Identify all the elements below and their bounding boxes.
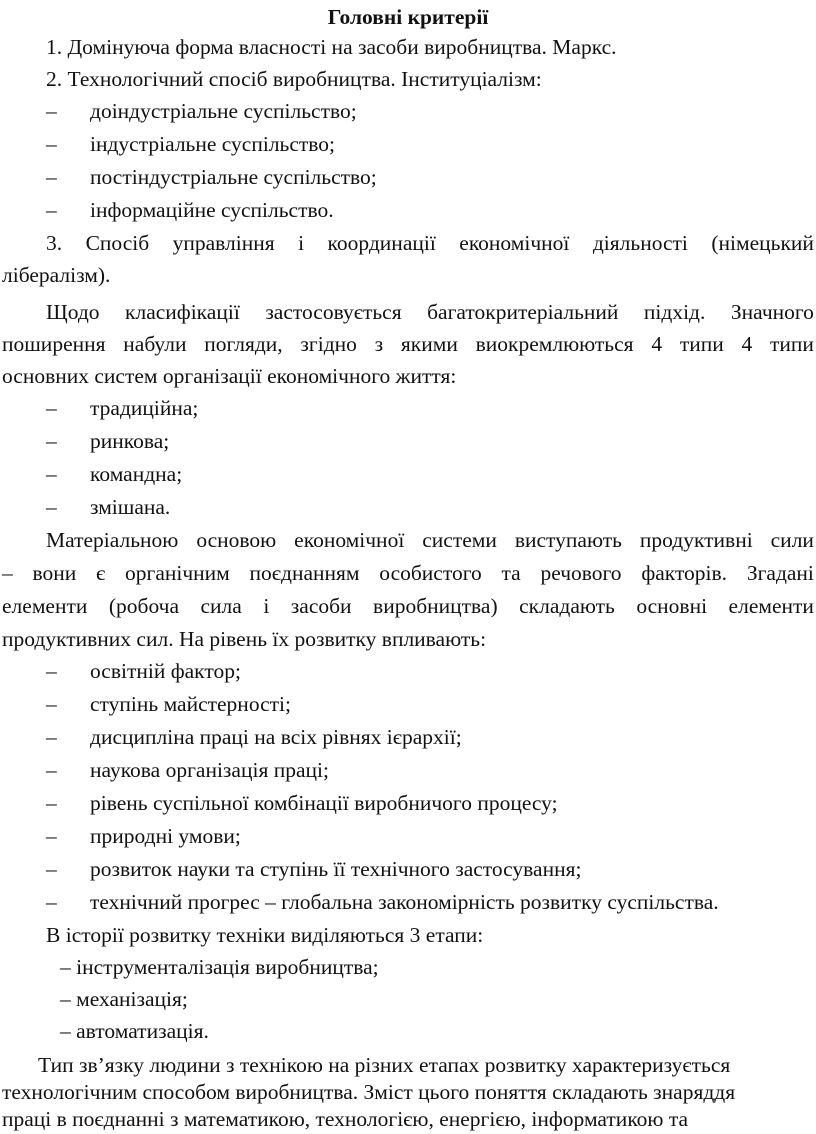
list-item-text: рівень суспільної комбінації виробничого процесу;	[90, 791, 558, 815]
list-dash: –	[46, 165, 57, 189]
list-item-text: інформаційне суспільство.	[90, 198, 334, 222]
list-dash: –	[46, 725, 57, 749]
word: –	[2, 561, 13, 585]
word: речового	[540, 561, 622, 585]
word: є	[96, 561, 106, 585]
list-item	[0, 755, 816, 785]
list-dash: –	[46, 132, 57, 156]
list-item	[0, 821, 816, 851]
word: та	[501, 561, 521, 585]
list-item	[0, 96, 816, 126]
stage-item: – автоматизація.	[60, 1019, 209, 1043]
list-item-text: постіндустріальне суспільство;	[90, 165, 377, 189]
word: Згадані	[746, 561, 814, 585]
list-item-text: природні умови;	[90, 824, 241, 848]
list-dash: –	[46, 791, 57, 815]
word: економічної	[294, 528, 405, 552]
word: виробництва)	[373, 594, 498, 618]
paragraph-line: праці в поєднанні з математикою, технологією, енергією, інформатикою та	[2, 1107, 689, 1131]
word: і	[298, 231, 305, 255]
word: виступають	[514, 528, 622, 552]
list-item-text: ринкова;	[90, 429, 170, 453]
word: Значного	[730, 300, 814, 324]
list-dash: –	[46, 198, 57, 222]
paragraph-line: технологічним способом виробництва. Зміст цього поняття складають знаряддя	[2, 1080, 736, 1104]
word: особистого	[379, 561, 482, 585]
word: типи	[679, 332, 724, 356]
word: 3.	[46, 231, 63, 255]
list-item	[0, 854, 816, 884]
criterion-2: 2. Технологічний спосіб виробництва. Інституціалізм:	[46, 67, 542, 91]
paragraph-line	[46, 525, 814, 555]
list-item	[0, 689, 816, 719]
word: діяльності	[592, 231, 688, 255]
page-title: Головні критерії	[327, 5, 489, 29]
paragraph-line	[2, 591, 814, 621]
paragraph-line	[2, 558, 814, 588]
criterion-3-line: лібералізм).	[2, 263, 111, 287]
word: з	[374, 332, 384, 356]
list-dash: –	[46, 758, 57, 782]
list-dash: –	[46, 659, 57, 683]
list-item	[0, 393, 816, 423]
list-item-text: традиційна;	[90, 396, 199, 420]
paragraph-line: Тип зв’язку людини з технікою на різних етапах розвитку характеризується	[38, 1053, 731, 1077]
list-dash: –	[46, 692, 57, 716]
list-item-text: дисципліна праці на всіх рівнях ієрархії;	[90, 725, 462, 749]
history-intro: В історії розвитку техніки виділяються 3 етапи:	[46, 923, 484, 947]
word: економічної	[459, 231, 570, 255]
list-item	[0, 722, 816, 752]
list-item-text: індустріальне суспільство;	[90, 132, 336, 156]
word: поєднанням	[249, 561, 360, 585]
list-dash: –	[46, 429, 57, 453]
word: вони	[32, 561, 77, 585]
list-dash: –	[46, 396, 57, 420]
list-item	[0, 459, 816, 489]
stage-item: – інструменталізація виробництва;	[60, 955, 379, 979]
word: основні	[636, 594, 708, 618]
word: координації	[327, 231, 436, 255]
word: 4	[651, 332, 663, 356]
list-dash: –	[46, 857, 57, 881]
word: якими	[400, 332, 458, 356]
list-item	[0, 162, 816, 192]
paragraph-line	[2, 329, 814, 359]
list-item-text: освітній фактор;	[90, 659, 241, 683]
word: багатокритеріальний	[427, 300, 619, 324]
word: основою	[196, 528, 277, 552]
list-item-text: командна;	[90, 462, 183, 486]
list-dash: –	[46, 99, 57, 123]
paragraph-line	[46, 297, 814, 327]
word: підхід.	[643, 300, 706, 324]
list-item-text: технічний прогрес – глобальна закономірність розвитку суспільства.	[90, 890, 719, 914]
list-item-text: змішана.	[90, 495, 171, 519]
list-item	[0, 426, 816, 456]
list-item	[0, 492, 816, 522]
list-dash: –	[46, 824, 57, 848]
word: засоби	[290, 594, 352, 618]
word: і	[263, 594, 270, 618]
word: поширення	[2, 332, 106, 356]
list-item-text: наукова організація праці;	[90, 758, 329, 782]
word: Щодо	[46, 300, 100, 324]
list-item	[0, 887, 816, 917]
word: (робоча	[108, 594, 180, 618]
word: продуктивні	[639, 528, 753, 552]
word: виокремлюються	[475, 332, 634, 356]
list-item-text: розвиток науки та ступінь її технічного застосування;	[90, 857, 582, 881]
word: застосовується	[265, 300, 402, 324]
stage-item: – механізація;	[60, 987, 188, 1011]
word: складають	[519, 594, 615, 618]
word: елементи	[2, 594, 88, 618]
word: системи	[422, 528, 497, 552]
word: сили	[770, 528, 814, 552]
word: управління	[172, 231, 275, 255]
word: класифікації	[125, 300, 240, 324]
criterion-1: 1. Домінуюча форма власності на засоби виробництва. Маркс.	[46, 35, 617, 59]
word: 4	[741, 332, 753, 356]
criterion-3-line	[46, 228, 814, 258]
word: факторів.	[641, 561, 728, 585]
word: органічним	[125, 561, 230, 585]
list-item	[0, 129, 816, 159]
word: типи	[769, 332, 814, 356]
list-item-text: ступінь майстерності;	[90, 692, 291, 716]
word: Матеріальною	[46, 528, 179, 552]
list-dash: –	[46, 462, 57, 486]
word: (німецький	[711, 231, 814, 255]
word: набули	[123, 332, 187, 356]
paragraph-line: основних систем організації економічного життя:	[2, 364, 457, 388]
word: сила	[200, 594, 242, 618]
word: згідно	[300, 332, 357, 356]
word: погляди,	[204, 332, 283, 356]
word: елементи	[728, 594, 814, 618]
list-item-text: доіндустріальне суспільство;	[90, 99, 357, 123]
paragraph-line: продуктивних сил. На рівень їх розвитку впливають:	[2, 627, 487, 651]
list-item	[0, 788, 816, 818]
list-dash: –	[46, 890, 57, 914]
word: Спосіб	[85, 231, 150, 255]
list-item	[0, 195, 816, 225]
list-dash: –	[46, 495, 57, 519]
list-item	[0, 656, 816, 686]
